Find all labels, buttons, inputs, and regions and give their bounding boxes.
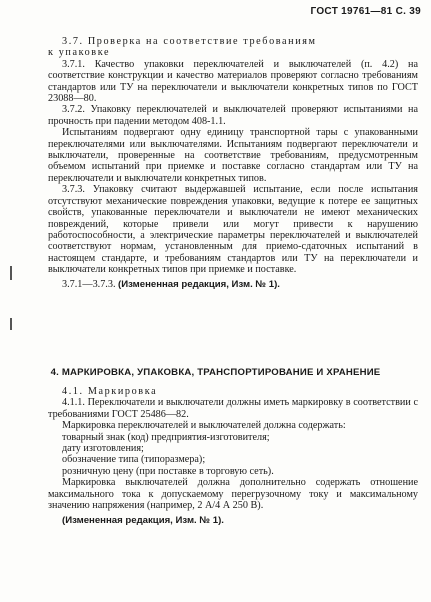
edit-note-2: (Измененная редакция, Изм. № 1). (62, 515, 224, 527)
list-item: товарный знак (код) предприятия-изготовителя; (62, 431, 270, 443)
section-4-heading: 4. МАРКИРОВКА, УПАКОВКА, ТРАНСПОРТИРОВАНИЕ И ХРАНЕНИЕ (50, 367, 381, 378)
paragraph-4-1-1: 4.1.1. Переключатели и выключатели должны иметь маркировку в соответствии с требованиями ГОСТ 25486—82. (48, 397, 418, 420)
section-title-line1: 3.7. Проверка на соответствие требованиям (62, 36, 317, 47)
margin-mark (10, 266, 12, 280)
section-4-1 (48, 386, 418, 527)
paragraph-3-7-1: 3.7.1. Качество упаковки переключателей и выключателей (п. 4.2) на соответствие конструкции и качество материалов проверяют согласно требованиям стандартов или ТУ на переключатели и выключатели конкретных типов по ГОСТ 23088—80. (48, 58, 418, 105)
paragraph-3-7-3: 3.7.3. Упаковку считают выдержавшей испытание, если после испытания отсутствуют механические повреждения упаковки, ведущие к потере ее защитных свойств, упакованные переключатели и выключатели не имеют механических повреждений, которые привели или могут привести к нарушению работоспособности, а электрические параметры переключателей и выключателей соответствуют нормам, установленным для приемо-сдаточных испытаний в настоящем стандарте, и требованиям стандартов или ТУ на переключатели и выключатели конкретных типов при приемке и поставке. (48, 184, 418, 276)
marking-extra: Маркировка выключателей должна дополнительно содержать отношение максимального тока к допускаемому перегрузочному току и максимальному значению напряжения (например, 2 А/4 А 250 В). (48, 477, 418, 512)
margin-mark (10, 318, 12, 330)
paragraph-3-7-2-b: Испытаниям подвергают одну единицу транспортной тары с упакованными переключателями или выключателями. Испытаниям подвергают переключатели и выключатели, проверенные на соответствие требованиям, предусмотренным объемом испытаний при приемке и поставке согласно стандартам или ТУ на переключатели и выключатели конкретных типов. (48, 127, 418, 184)
list-item: обозначение типа (типоразмера); (62, 454, 206, 466)
section-title-line2: к упаковке (48, 47, 111, 59)
edit-note: (Измененная редакция, Изм. № 1). (118, 278, 280, 290)
section-3-7 (48, 36, 418, 290)
page-header: ГОСТ 19761—81 С. 39 (310, 6, 421, 17)
list-item: дату изготовления; (62, 443, 144, 455)
paragraph-3-7-2: 3.7.2. Упаковку переключателей и выключателей проверяют испытаниями на прочность при падении методом 408-1.1. (48, 104, 418, 127)
marking-intro: Маркировка переключателей и выключателей должна содержать: (62, 420, 346, 432)
subsection-title: 4.1. Маркировка (62, 386, 158, 397)
edit-note-line (48, 279, 418, 290)
edit-ref: 3.7.1—3.7.3. (62, 278, 116, 290)
list-item: розничную цену (при поставке в торговую сеть). (62, 465, 274, 477)
